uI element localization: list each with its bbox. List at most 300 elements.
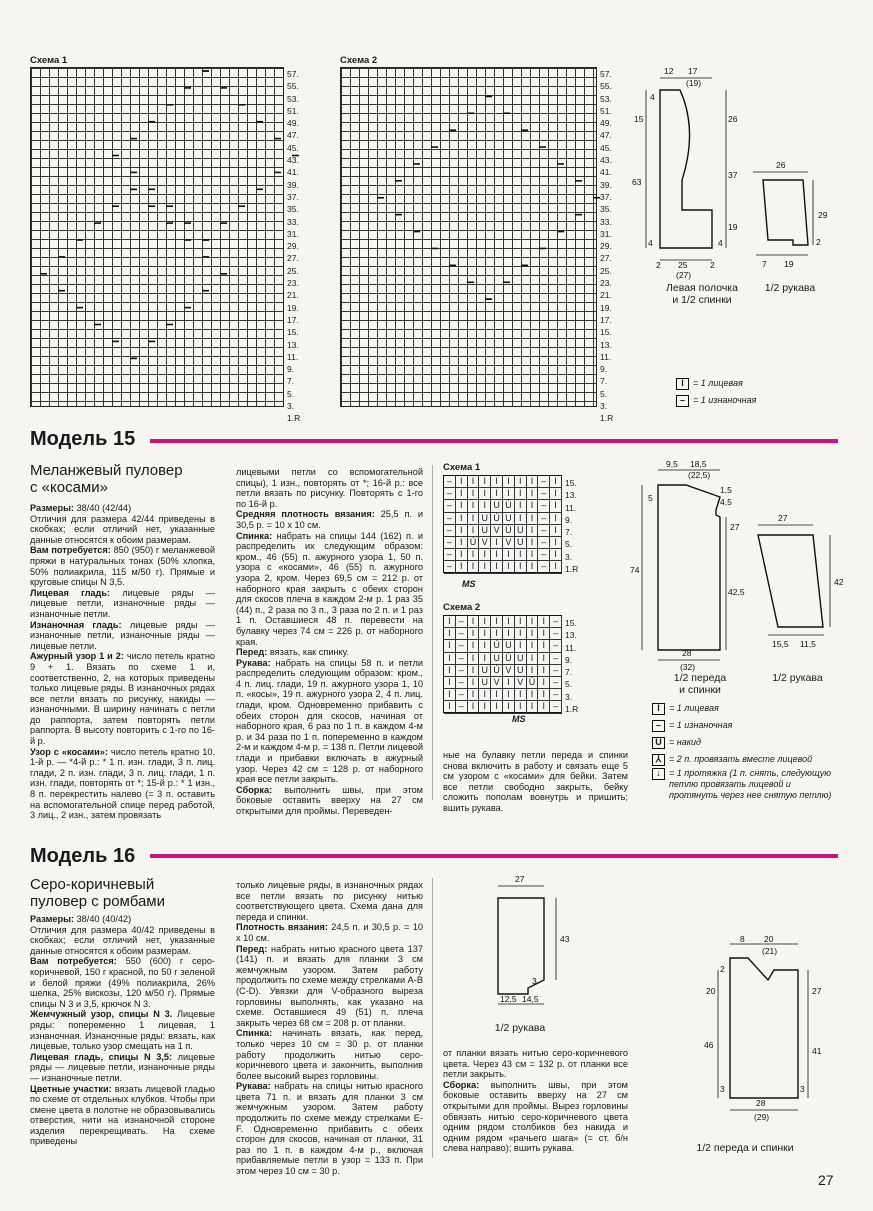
row-number: 33.	[287, 216, 299, 227]
chart-cell: I	[503, 689, 515, 701]
chart-cell: I	[538, 677, 550, 689]
chart-cell: I	[444, 689, 456, 701]
row-number: 57.	[600, 69, 612, 79]
m15-dim-225: (22,5)	[688, 470, 711, 480]
chart-cell: I	[468, 525, 480, 537]
m15-dim-32: (32)	[680, 662, 696, 672]
m15-sleeve-115: 11,5	[800, 639, 816, 649]
chart-cell: U	[503, 640, 515, 652]
yarn-over-icon: U	[652, 737, 665, 749]
m16-sleeve-43: 43	[560, 934, 570, 944]
model15-caption-sleeve: 1/2 рукава	[772, 672, 823, 684]
chart-cell: –	[444, 488, 456, 500]
paragraph: Жемчужный узор, спицы N 3. Лицевые ряды: попеременно 1 лицевая, 1 изнаночная. Изнаночные ряды: вязать, как лицевые, только узор смещать на 1 п.	[30, 1009, 216, 1052]
chart-cell: I	[550, 537, 562, 549]
chart-cell: I	[479, 640, 491, 652]
chart-cell: –	[456, 653, 468, 665]
chart-cell: I	[444, 628, 456, 640]
top-dim-4b: 4	[648, 238, 653, 248]
chart-cell: I	[456, 500, 468, 512]
paragraph: Вам потребуется: 850 (950) г меланжевой пряжи в натуральных тонах (50% хлопка, 50% полиакрила, 115 м/50 г). Прямые и круговые спицы N 3,5.	[30, 545, 215, 588]
m16-dim-8: 8	[740, 934, 745, 944]
paragraph: Рукава: набрать на спицы 58 п. и петли распределить следующим образом: кром., 4 п. лиц. глади, 19 п. ажурного узора 1, 10 п. «косы», 19 п. ажурного узора 2, 4 п. лиц. глади, кром. Одновременно прибавить с обеих сторон для скосов, начиная от наборного края, 6 раз по 1 п. в каждом 4-м р. и 34 раза по 1 п. попеременно в каждом 2-м и каждом 4-м р. = 138 п. Петли лицевой глади и прибавки включать в ажурный узор. Через 42 см = 128 р. от наборного края все петли закрыть.	[236, 657, 423, 785]
m15-dim-185: 18,5	[690, 459, 707, 469]
top-dim-26: 26	[728, 114, 738, 124]
model15-subtitle-1: Меланжевый пуловер	[30, 462, 183, 479]
m15-sleeve-27: 27	[778, 513, 788, 523]
chart-cell: –	[444, 513, 456, 525]
chart-cell: –	[456, 689, 468, 701]
top-dim-4c: 4	[718, 238, 723, 248]
model15-col2	[236, 467, 423, 817]
row-number: 37.	[600, 191, 612, 202]
top-sleeve-19: 19	[784, 259, 794, 269]
chart-cell: –	[550, 628, 562, 640]
model16-heading: Модель 16	[30, 845, 136, 867]
chart-cell: –	[456, 677, 468, 689]
model16-caption-sleeve: 1/2 рукава	[494, 1022, 546, 1034]
row-number: 29.	[287, 241, 299, 252]
chart-cell: I	[527, 701, 539, 713]
chart-cell: I	[515, 689, 527, 701]
chart-cell: I	[456, 525, 468, 537]
row-number: 1.R	[287, 413, 301, 424]
row-number: 55.	[600, 81, 612, 92]
skp-icon: ↓	[652, 768, 665, 780]
chart-cell: I	[479, 628, 491, 640]
chart-cell: U	[491, 653, 503, 665]
model16-subtitle-2: пуловер с ромбами	[30, 893, 165, 910]
m16-dim-46: 46	[704, 1040, 714, 1050]
m16-dim-41: 41	[812, 1046, 822, 1056]
chart-cell: U	[479, 525, 491, 537]
m15-dim-27: 27	[730, 522, 740, 532]
row-number: 37.	[287, 191, 299, 202]
m16-dim-28: 28	[756, 1098, 766, 1108]
paragraph: ные на булавку петли переда и спинки снова включить в работу и связать еще 5 см узором с «косами» для бейки. Затем все петли свободно закрыть, бейку сложить пополам вовнутрь и пришить; вшить рукава.	[443, 750, 628, 813]
chart-cell: I	[456, 561, 468, 573]
m15-sleeve-42: 42	[834, 577, 844, 587]
chart-cell: I	[468, 689, 480, 701]
paragraph: Средняя плотность вязания: 25,5 п. и 30,5 р. = 10 х 10 см.	[236, 509, 423, 530]
m16-dim-27: 27	[812, 986, 822, 996]
page-number: 27	[818, 1172, 834, 1188]
row-number: 29.	[600, 241, 612, 252]
row-number: 53.	[287, 93, 299, 104]
row-number: 7.	[565, 667, 573, 678]
m15-legend-skp: ↓ = 1 протяжка (1 п. снять, следующую петлю провязать лицевой и протянуть через нее снятую петлю)	[652, 768, 852, 801]
model16-caption-front: 1/2 переда и спинки	[696, 1142, 794, 1154]
chart-cell: I	[456, 537, 468, 549]
chart-cell: I	[468, 628, 480, 640]
chart-cell: I	[456, 476, 468, 488]
chart-cell: I	[503, 561, 515, 573]
m16-dim-21: (21)	[762, 946, 778, 956]
paragraph: Спинка: начинать вязать, как перед, только через 10 см = 30 р. от планки работу продолжить нитью серо-коричневого цвета и закончить, выполнив более высокий вырез горловины.	[236, 1028, 423, 1081]
paragraph: Узор с «косами»: число петель кратно 10. 1-й р. — *4-й р.: * 1 п. изн. глади, 3 п. лиц. глади, 2 п. изн. глади, 3 п. лиц. глади, 1 п. изн. глади, повторять от *; 15-й р.: * 1 изн., 8 п. перекрестить налево (= 3 п. оставить на вспомогательной спице перед работой, 3 лиц., 2 изн., затем провязать	[30, 746, 215, 821]
row-number: 35.	[287, 204, 299, 215]
chart-cell: –	[444, 561, 456, 573]
paragraph: Перед: вязать, как спинку.	[236, 647, 349, 658]
row-number: 39.	[287, 179, 299, 190]
model15-chart2-ms: MS	[512, 714, 526, 724]
chart-cell: –	[550, 689, 562, 701]
m15-dim-74: 74	[630, 565, 640, 575]
purl-symbol-icon: –	[676, 395, 689, 407]
m15-legend-purl: – = 1 изнаночная	[652, 717, 852, 734]
chart-cell: –	[538, 561, 550, 573]
chart-cell: –	[538, 525, 550, 537]
chart-cell: V	[479, 537, 491, 549]
row-number: 7.	[565, 527, 573, 538]
chart-cell: –	[444, 476, 456, 488]
top-dim-19b: 19	[728, 222, 738, 232]
chart-cell: Ù	[468, 537, 480, 549]
row-number: 33.	[600, 216, 612, 227]
chart-cell: I	[503, 677, 515, 689]
chart-cell: I	[479, 549, 491, 561]
model15-chart2	[443, 615, 562, 713]
chart-cell: I	[491, 488, 503, 500]
paragraph: Перед: набрать нитью красного цвета 137 (141) п. и вязать для планки 3 см жемчужным узором. Затем работу продолжить по схеме между стрелками А-В (С-D). Увязки для V-образного выреза горловины выполнять, как указано на схеме. Оставшиеся 49 (51) п. плеча закрыть через 68 см = 208 р. от планки.	[236, 943, 423, 1028]
model15-legend	[652, 700, 852, 801]
paragraph: Сборка: выполнить швы, при этом боковые оставить вверху на 27 см открытыми для проймы. Переведен-	[236, 784, 423, 816]
chart-cell: I	[444, 653, 456, 665]
top-pattern-diagram	[628, 60, 848, 280]
chart-cell: –	[550, 677, 562, 689]
top-dim-2b: 2	[710, 260, 715, 270]
chart-cell: V	[503, 537, 515, 549]
chart-cell: I	[515, 628, 527, 640]
m15-legend-yarnover: U = накид	[652, 734, 852, 751]
model16-col2	[236, 880, 423, 1177]
m15-legend-k2tog: ⅄ = 2 п. провязать вместе лицевой	[652, 751, 852, 768]
top-legend-knit: I = 1 лицевая	[676, 375, 756, 392]
chart-cell: I	[550, 513, 562, 525]
schema2-title: Схема 2	[340, 55, 378, 66]
chart-cell: Ù	[491, 513, 503, 525]
row-number: 43.	[600, 155, 612, 166]
chart-cell: I	[491, 616, 503, 628]
m15-dim-45: 4,5	[720, 497, 732, 507]
schema1-title: Схема 1	[30, 55, 68, 66]
chart-cell: I	[515, 513, 527, 525]
row-number: 39.	[600, 179, 612, 190]
chart-cell: Ù	[491, 665, 503, 677]
chart-cell: Ù	[503, 525, 515, 537]
chart-cell: I	[468, 640, 480, 652]
model16-bar	[150, 854, 838, 858]
row-number: 11.	[287, 351, 299, 362]
chart-cell: I	[527, 500, 539, 512]
chart-cell: U	[515, 537, 527, 549]
model15-chart1-rows	[565, 477, 578, 575]
model15-subtitle-2: с «косами»	[30, 479, 108, 496]
row-number: 41.	[287, 167, 299, 178]
chart-cell: I	[456, 549, 468, 561]
chart-cell: –	[538, 476, 550, 488]
m16-dim-20b: 20	[706, 986, 716, 996]
model15-chart1-ms: MS	[462, 579, 476, 589]
chart-cell: I	[444, 701, 456, 713]
m15-dim-15: 1,5	[720, 485, 732, 495]
chart-cell: U	[479, 665, 491, 677]
model15-chart1	[443, 475, 562, 573]
chart-cell: I	[468, 513, 480, 525]
row-number: 5.	[565, 539, 573, 550]
chart-cell: I	[503, 476, 515, 488]
chart-cell: V	[503, 665, 515, 677]
row-number: 51.	[600, 105, 612, 116]
chart-cell: –	[456, 640, 468, 652]
row-number: 3.	[600, 401, 608, 412]
row-number: 19.	[287, 302, 299, 313]
paragraph: лицевыми петли со вспомогательной спицы), 1 изн., повторять от *; 16-й р.: все петли вязать по рисунку. Повторять с 1-го по 16-й р.	[236, 467, 423, 509]
chart-cell: –	[456, 701, 468, 713]
chart-cell: I	[515, 488, 527, 500]
m16-dim-29: (29)	[754, 1112, 770, 1122]
chart-cell: Ù	[503, 653, 515, 665]
top-sleeve-2: 2	[816, 237, 821, 247]
chart-cell: –	[456, 665, 468, 677]
chart-cell: I	[538, 665, 550, 677]
top-legend	[676, 375, 756, 409]
chart-cell: I	[538, 701, 550, 713]
m15-legend-knit: I = 1 лицевая	[652, 700, 852, 717]
row-number: 3.	[565, 691, 573, 702]
row-number: 25.	[287, 265, 299, 276]
paragraph: Изнаночная гладь: лицевые ряды — изнаночные петли, изнаночные ряды — лицевые петли.	[30, 619, 215, 651]
top-dim-2a: 2	[656, 260, 661, 270]
row-number: 17.	[600, 314, 612, 325]
paragraph: Рукава: набрать на спицы нитью красного цвета 71 п. и вязать для планки 3 см жемчужным узором. Затем работу продолжить по схеме между стрелками E-F. Одновременно прибавить с обеих сторон для скосов, начиная от планки, 31 раз по 1 п. в каждом 4-м р., включая прибавляемые петли в узор = 133 п. При этом через 10 см = 30 р.	[236, 1081, 423, 1177]
chart-cell: I	[527, 640, 539, 652]
row-number: 11.	[565, 502, 577, 513]
paragraph: Отличия для размера 40/42 приведены в скобках; если отличий нет, указанные данные относятся к обоим размерам.	[30, 924, 215, 956]
row-number: 25.	[600, 265, 612, 276]
row-number: 13.	[600, 339, 612, 350]
model16-col3	[443, 1048, 628, 1154]
m16-sleeve-27: 27	[515, 874, 525, 884]
chart-cell: I	[491, 549, 503, 561]
chart-cell: –	[538, 488, 550, 500]
row-number: 9.	[287, 364, 295, 375]
chart-cell: I	[527, 689, 539, 701]
m16-sleeve-125: 12,5	[500, 994, 517, 1004]
paragraph: Сборка: выполнить швы, при этом боковые оставить вверху на 27 см открытыми для проймы. Вырез горловины обвязать нитью серо-коричневого цвета одним рядом столбиков без накида и одним рядом «рачьего шага» (= ст. б/н слева направо); вшить рукава.	[443, 1079, 628, 1154]
row-number: 23.	[287, 278, 299, 289]
chart-cell: I	[538, 628, 550, 640]
paragraph: Размеры: 38/40 (42/44)	[30, 503, 132, 513]
m16-dim-3b: 3	[800, 1084, 805, 1094]
chart-cell: I	[468, 665, 480, 677]
m16-dim-2: 2	[720, 964, 725, 974]
row-number: 31.	[600, 228, 612, 239]
chart-cell: I	[515, 616, 527, 628]
row-number: 13.	[565, 490, 577, 501]
row-number: 1.R	[565, 704, 579, 715]
chart-cell: I	[527, 653, 539, 665]
paragraph: от планки вязать нитью серо-коричневого цвета. Через 43 см = 132 р. от планки все петли закрыть.	[443, 1048, 628, 1080]
top-dim-12: 12	[664, 66, 674, 76]
row-number: 41.	[600, 167, 612, 178]
chart-cell: I	[527, 628, 539, 640]
model16-col1	[30, 914, 215, 1147]
chart-cell: U	[479, 513, 491, 525]
chart-cell: I	[479, 616, 491, 628]
chart-cell: I	[515, 476, 527, 488]
top-legend-purl: – = 1 изнаночная	[676, 392, 756, 409]
chart-cell: I	[456, 488, 468, 500]
row-number: 15.	[565, 478, 577, 488]
chart-cell: I	[468, 561, 480, 573]
row-number: 17.	[287, 314, 299, 325]
model16-front-diagram	[690, 930, 840, 1130]
purl-symbol-icon: –	[652, 720, 665, 732]
m16-dim-3a: 3	[720, 1084, 725, 1094]
chart-cell: I	[503, 549, 515, 561]
chart-cell: I	[503, 701, 515, 713]
row-number: 35.	[600, 204, 612, 215]
m15-dim-5: 5	[648, 493, 653, 503]
row-number: 43.	[287, 155, 299, 166]
top-caption-sleeve: 1/2 рукава	[764, 282, 816, 294]
m15-dim-425: 42,5	[728, 587, 745, 597]
row-number: 31.	[287, 228, 299, 239]
chart-cell: –	[550, 640, 562, 652]
chart-cell: V	[491, 525, 503, 537]
m15-sleeve-155: 15,5	[772, 639, 789, 649]
top-dim-37: 37	[728, 170, 738, 180]
paragraph: Отличия для размера 42/44 приведены в скобках; если отличий нет, указанные данные относятся к обоим размерам.	[30, 513, 215, 545]
row-number: 21.	[600, 290, 612, 301]
row-number: 27.	[600, 253, 612, 264]
chart-cell: I	[527, 561, 539, 573]
chart-cell: I	[527, 476, 539, 488]
m15-dim-28: 28	[682, 648, 692, 658]
m15-dim-95: 9,5	[666, 459, 678, 469]
chart-cell: V	[515, 677, 527, 689]
row-number: 3.	[565, 551, 573, 562]
chart-cell: I	[550, 476, 562, 488]
chart-cell: I	[538, 616, 550, 628]
row-number: 15.	[600, 327, 612, 338]
row-number: 9.	[565, 514, 573, 525]
chart-cell: I	[479, 488, 491, 500]
chart-cell: V	[491, 677, 503, 689]
chart-cell: I	[444, 616, 456, 628]
chart-cell: I	[550, 500, 562, 512]
chart-cell: –	[550, 616, 562, 628]
top-dim-4a: 4	[650, 92, 655, 102]
chart-cell: I	[515, 549, 527, 561]
paragraph: Спинка: набрать на спицы 144 (162) п. и распределить их следующим образом: кром., 46 (55) п. ажурного узора 1, 50 п. узора с «косами», 46 (55) п. ажурного узора 2, кром. Через 69,5 см = 212 р. от наборного края закрыть с обеих сторон для скосов плеча в каждом 2-м р. 1 раз 35 (44) п., 2 раза по 3 п., 3 раза по 2 п. и 1 раз 1 п. Оставшиеся 48 п. перевести на булавку через 74 см = 226 р. от наборного края.	[236, 530, 423, 647]
chart-cell: I	[456, 513, 468, 525]
top-sleeve-26: 26	[776, 160, 786, 170]
row-number: 13.	[565, 630, 577, 641]
row-number: 9.	[600, 364, 608, 375]
paragraph: Плотность вязания: 24,5 п. и 30,5 р. = 10 х 10 см.	[236, 922, 423, 943]
model15-col3	[443, 750, 628, 814]
chart-cell: I	[479, 561, 491, 573]
chart-cell: –	[444, 537, 456, 549]
chart-cell: –	[538, 513, 550, 525]
row-number: 5.	[565, 679, 573, 690]
chart-cell: –	[456, 616, 468, 628]
chart-cell: I	[527, 525, 539, 537]
chart-cell: –	[456, 628, 468, 640]
top-dim-17: 17	[688, 66, 698, 76]
chart-cell: I	[550, 549, 562, 561]
chart-cell: I	[444, 640, 456, 652]
chart-cell: I	[527, 537, 539, 549]
knit-symbol-icon: I	[652, 703, 665, 715]
chart-cell: I	[468, 653, 480, 665]
chart-cell: I	[468, 549, 480, 561]
model15-bar	[150, 439, 838, 443]
row-number: 5.	[600, 388, 608, 399]
row-number: 45.	[287, 142, 299, 153]
chart-cell: I	[515, 500, 527, 512]
top-dim-27: (27)	[676, 270, 692, 280]
chart-cell: U	[479, 677, 491, 689]
paragraph: Ажурный узор 1 и 2: число петель кратно 9 + 1. Вязать по схеме 1 и, соответственно, 2, на которых приведены только лицевые ряды. В изнаночных рядах все петли вязать по рисунку, накиды — изнаночными. В ширину начинать с петли до раппорта, затем повторять петли раппорта. В высоту повторить с 1-го по 16-й р.	[30, 651, 216, 747]
row-number: 49.	[287, 118, 299, 129]
chart-cell: –	[444, 525, 456, 537]
row-number: 47.	[600, 130, 612, 141]
top-dim-19: (19)	[686, 78, 702, 88]
chart-cell: I	[468, 476, 480, 488]
chart-cell: I	[550, 488, 562, 500]
row-number: 15.	[287, 327, 299, 338]
chart-cell: I	[479, 653, 491, 665]
model15-col1	[30, 503, 215, 821]
chart-cell: I	[491, 701, 503, 713]
top-sleeve-7: 7	[762, 259, 767, 269]
m16-dim-20: 20	[764, 934, 774, 944]
paragraph: Вам потребуется: 550 (600) г серо-коричневой, 150 г красной, по 50 г зеленой и белой пряжи (49% полиакрила, 26% шелка, 25% вискозы, 120 м/50 г). Прямые спицы N 3 и 3,5, крючок N 3.	[30, 956, 215, 1009]
row-number: 21.	[287, 290, 299, 301]
chart-cell: –	[550, 665, 562, 677]
top-sleeve-29: 29	[818, 210, 828, 220]
model15-pattern-diagram	[628, 455, 858, 685]
k2tog-icon: ⅄	[652, 754, 665, 766]
row-number: 47.	[287, 130, 299, 141]
row-number: 19.	[600, 302, 612, 313]
chart-cell: I	[527, 513, 539, 525]
row-number: 5.	[287, 388, 295, 399]
chart-cell: I	[527, 616, 539, 628]
chart-cell: –	[444, 500, 456, 512]
chart-cell: –	[550, 653, 562, 665]
row-number: 1.R	[600, 413, 614, 424]
row-number: 7.	[600, 376, 608, 387]
paragraph: Цветные участки: вязать лицевой гладью по схеме от отдельных клубков. Чтобы при смене цвета в полотне не образовывались отверстия, нити на изнаночной стороне изделия перекрещивать. На схеме приведены	[30, 1083, 215, 1147]
chart-cell: I	[479, 689, 491, 701]
paragraph: Размеры: 38/40 (40/42)	[30, 914, 132, 924]
chart-cell: I	[468, 677, 480, 689]
row-number: 15.	[565, 618, 577, 628]
chart-cell: I	[527, 488, 539, 500]
chart-cell: U	[515, 525, 527, 537]
chart-cell: –	[444, 549, 456, 561]
top-caption-front: Левая полочка и 1/2 спинки	[666, 282, 738, 306]
chart-cell: I	[468, 701, 480, 713]
chart-cell: I	[538, 653, 550, 665]
chart-cell: I	[515, 701, 527, 713]
paragraph: только лицевые ряды, в изнаночных рядах все петли вязать по рисунку нитью соответствующего цвета. Схема дана для переда и спинки.	[236, 880, 423, 922]
chart-cell: I	[503, 616, 515, 628]
